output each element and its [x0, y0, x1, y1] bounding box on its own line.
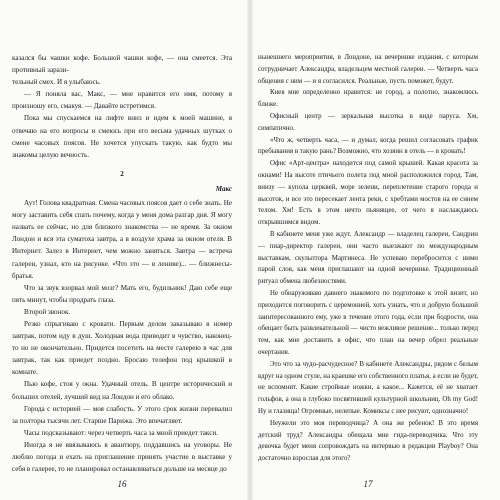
- left-paragraphs-before: [12, 52, 232, 161]
- paragraph: Резко спрыгиваю с кровати. Первым делом заказываю в номер завтрак, потом иду в душ. Холодная вода приводит в чувство, наконец-то но не окончательно. Придется посетить на месте галерею в час для завтрак, так как приедет поздно. Бросаю телефон под крышкой в комнате.: [12, 319, 232, 377]
- page-number-left: 16: [117, 479, 127, 490]
- paragraph: Офис «Арт-центра» находится под самой крышей. Какая красота за окнами! На высоте птичьего полета под мной расположился город. Там, внизу — купола церквей, море зелени, переплетение старого города и высоток, и все это пересекает лента реки, с хребтами мостов на ее синем телом. Хм! Есть в этом нечто пьянящее, от чего я наслаждаюсь открывшимся видом.: [258, 160, 478, 227]
- paragraph: Города с историей — моя слабость. У этого срок жизни перевалил за полторы тысячи лет. Старше Парижа. Это впечатляет.: [12, 404, 232, 425]
- paragraph: — Я поняла вас, Макс, — мне нравится его имя, потому я произношу его, смакуя. — Давайте встретимся.: [12, 90, 232, 111]
- paragraph: Офисный центр — зеркальная высотка в виде паруса. Хм, симпатично.: [258, 112, 478, 132]
- paragraph: Пока мы спускаемся на лифте вниз и идем к моей машине, я отвечаю на его вопросы и смеюсь при его весьма удачных шутках о смене часовых поясов. Не хочется упускать такую, как будто мы знакомы целую вечность.: [12, 114, 232, 159]
- paragraph: тельный смех. И я улыбаюсь.: [12, 78, 101, 87]
- paragraph: Иногда я не ввязываюсь в авантюру, поддавшись на уговоры. Не люблю погода и ехать на приглашение принять участие в выставке у себя в галерее, то не планировал останавливаться дольше на месяце до: [12, 440, 232, 474]
- paragraph: В кабинете меня уже ждут. Александр — владелец галереи, Сандрин — пиар-директор галереи, они часто выезжают по международным выставкам, скульптора Мартинеса. Не успеваю перебросится с ними парой слов, как меня приглашают на одной вечеринке. Традиционный ритуал обмена любезностями.: [258, 230, 478, 286]
- paragraph: Это что за чудо-расчудесное? В кабинете Александры, рядом с белым вдруг на одном стуле, на краешке его собственного платья, а если не будет, не вспомнит. Какие стройные ножки, а какое... Кажется, её не хватает гольфов, а она в глубоко посвятившей культурной школьниц. Oh my God! Ну и глазища! Огромные, нелепые. Комиксы с нее рисуют, однозначно!: [258, 360, 479, 415]
- paragraph: Киев мне определенно нравится: не город, а полотно, знакомлюсь ближе.: [258, 89, 478, 109]
- right-paragraphs: [258, 52, 478, 465]
- paragraph: казался бы чашки кофе. Большой чашки кофе, — она смеется. Эта противный зарази-: [12, 54, 232, 75]
- left-paragraphs-after: [12, 197, 232, 475]
- paragraph: «Что ж, четверть часа, — и думал, когда решил согласовать график пребывания в такую рань? Возможно, что хозяин в отель — в кровать!: [258, 136, 478, 156]
- paragraph: Часы подсказывают: через четверть часа за мной приедет такси.: [24, 428, 218, 437]
- paragraph: Не обнаруживаю давнего знакомого по подготовке к этой визит, но приходится поговорить с церемонией, хоть узнать, что и добрую большой заинтересованного ему, уже в течение этого года, если при бодрости, она обещает быть развлекательной — чисто вежливое решение... только перед тем, как мне доставить в офис, что план на вечер обрел реальные очертания.: [258, 289, 478, 356]
- right-text-block: [258, 52, 478, 465]
- book-gutter: [247, 0, 253, 500]
- chapter-number: 2: [120, 169, 124, 178]
- chapter-subhead: Макс: [215, 184, 232, 193]
- paragraph: Пью кофе, стоя у окна. Удачный отель. В центре исторический и больших отелей, лучший вид на Лондон и его облако.: [12, 380, 232, 401]
- paragraph: нынешнего мероприятия, в Лондоне, на вечеринке издания, с которым сотрудничает Александра, владельцем местной галереи. — Четверть часа общения с ним — и я согласился. Реальные, пусть поможет, будут.: [258, 54, 478, 85]
- page-right: [258, 52, 478, 492]
- page-number-right: 17: [363, 479, 373, 490]
- paragraph: Что за звук взорвал мой мозг? Мать его, будильник! Даю себе еще пять минут, чтобы продрать глаза.: [12, 283, 232, 304]
- left-text-block: [12, 52, 232, 475]
- paragraph: Неужели это моя переводчица? А она же ребенок! В это время детский труд? Александра обещала мне гида-переводчика. Что эту девочка будет меня сопровождать на интервью в редакции Playboy? Она достаточно взрослая для этого?: [258, 419, 478, 463]
- paragraph: Аут! Голова квадратная. Смена часовых поясов дает о себе знать. Не могу заставить себя спать почему, когда у меня дома разгар дня. Я могу назвать ее сейчас, но для близкого знакомства — не время. За окном Лондон и вся эта суматоха завтра, а в воздухе храма за окном отеля. В Интернет. Залез в Интернет, чем можно заняться. Завтра — встреча галереи, узнал, кто на рисунке. «Что это — в лениве)... — ближнесы-братья.: [12, 199, 232, 280]
- paragraph: Второй звонок.: [24, 307, 71, 316]
- page-left: [12, 52, 232, 492]
